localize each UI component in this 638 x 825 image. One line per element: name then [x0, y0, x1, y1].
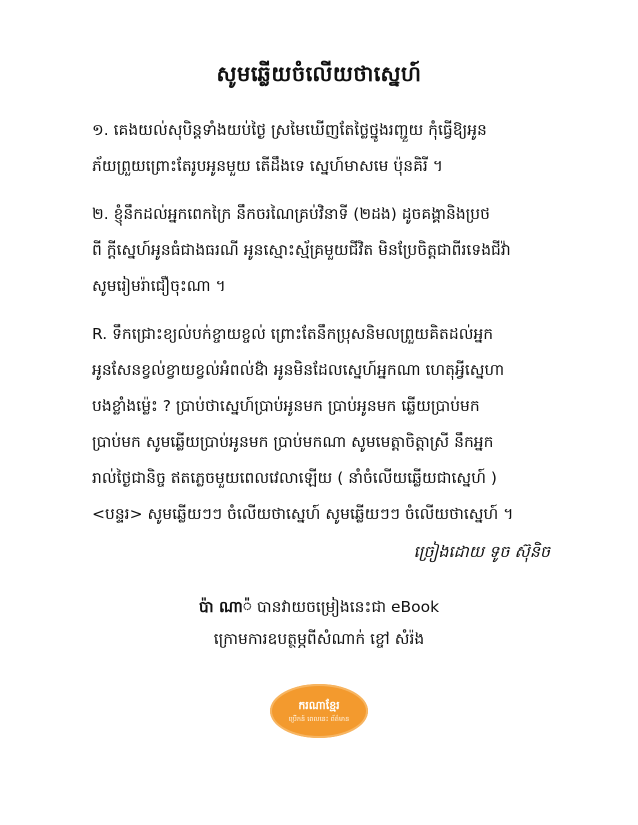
lyric-line: ២. ខ្ញុំនឹកដល់អ្នកពេកក្រៃ នឹកចរណៃគ្រប់វិនាទី (២ដង) ដូចគង្គានិងប្រថ [92, 205, 490, 223]
stanza-1 [92, 112, 562, 184]
typist-credit-text: បានវាយចម្រៀងនេះជា eBook [251, 598, 440, 616]
lyric-line: រាល់ថ្ងៃជានិច្ច ឥតភ្លេចមួយពេលវេលាឡើយ ( នាំចំលើយឆ្លើយជាស្នេហ៍ ) [92, 469, 497, 487]
lyric-line: ភ័យព្រួយព្រោះតែរូបអូនមួយ តើដឹងទេ ស្នេហ៍មាសមេ ប៉ុនគិរី ។ [92, 157, 443, 175]
lyric-line: R. ទឹកជ្រោះខ្យល់បក់ខ្ចាយខ្ចល់ ព្រោះតែនឹកប្រុសនិមលព្រួយគិតដល់អ្នក [92, 325, 494, 343]
stanza-2 [92, 196, 562, 304]
singer-credit: ច្រៀងដោយ ទូច ស៊ុនិច [413, 542, 550, 561]
logo-title: ករណាខ្មែរ [298, 699, 340, 712]
stanza-chorus [92, 316, 562, 532]
lyric-line: ប្រាប់មក សូមឆ្លើយប្រាប់អូនមក ប្រាប់មកណា សូមមេត្តាចិត្តាស្រី នឹកអ្នក [92, 433, 494, 451]
brand-logo [270, 684, 368, 738]
lyric-line: ១. គេងយល់សុបិន្តទាំងយប់ថ្ងៃ ស្រមៃឃើញតែថ្លៃថ្នូងរញ្ជួយ កុំធ្វើឱ្យអូន [92, 121, 487, 139]
lyric-line: បងខ្លាំងម្ល៉េះ ? ប្រាប់ថាស្នេហ៍ប្រាប់អូនមក ប្រាប់អូនមក ឆ្លើយប្រាប់មក [92, 397, 480, 415]
lyric-line: សូមរៀមរ៉ាជឿចុះណា ។ [92, 277, 226, 295]
typist-name: ប៉ា ណា៉ [198, 598, 252, 616]
typist-credit [0, 592, 638, 622]
lyric-line: ពី ក្តីស្នេហ៍អូនធំជាងធរណី អូនស្មោះស្ម័គ្រមួយជីវិត មិនប្រែចិត្តជាពីរទេងជីវ៉ា [92, 241, 511, 259]
sponsor-credit: ក្រោមការឧបត្ថម្ភពីសំណាក់ ខ្ចៅ សំរ៉ង [213, 630, 425, 648]
song-title: សូមឆ្លើយចំលើយថាស្នេហ៍ [216, 62, 422, 86]
logo-tagline: ប្រើកន៍ ពេលនេះ ព័ត៌មាន [288, 715, 350, 723]
lyric-line: អូនសែនខ្វល់ខ្វាយខ្វល់អំពល់ឱ៉ា អូនមិនដែលស្នេហ៍អ្នកណា ហេតុអ្វីស្នេហា [92, 361, 505, 379]
lyric-line: <បន្ទរ> សូមឆ្លើយៗៗ ចំលើយថាស្នេហ៍ សូមឆ្លើយៗៗ ចំលើយថាស្នេហ៍ ។ [92, 505, 514, 523]
